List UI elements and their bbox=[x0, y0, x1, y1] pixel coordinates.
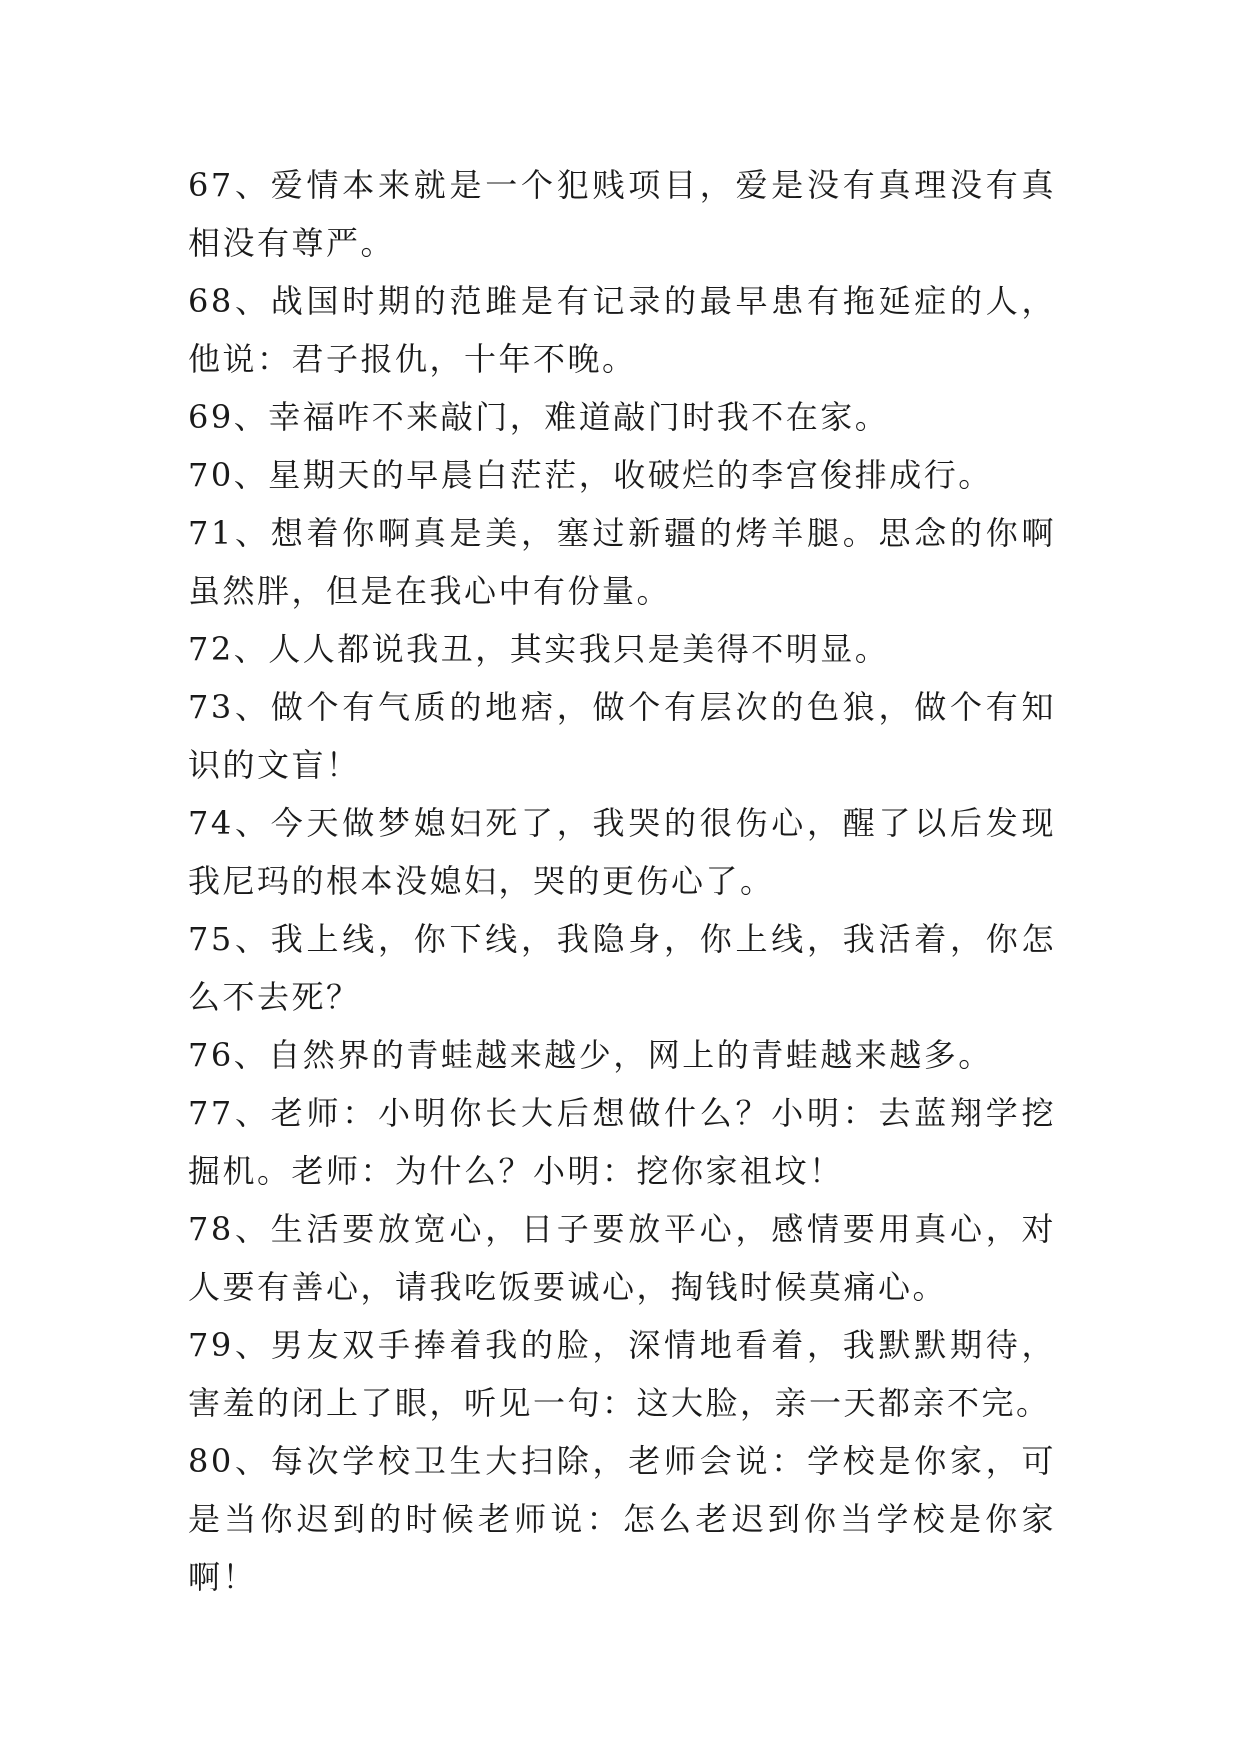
joke-entry-68: 68、战国时期的范雎是有记录的最早患有拖延症的人，他说：君子报仇，十年不晚。 bbox=[188, 282, 1056, 378]
joke-entry-67: 67、爱情本来就是一个犯贱项目，爱是没有真理没有真相没有尊严。 bbox=[188, 166, 1056, 262]
joke-entry-79: 79、男友双手捧着我的脸，深情地看着，我默默期待，害羞的闭上了眼，听见一句：这大脸，亲一天都亲不完。 bbox=[188, 1326, 1056, 1422]
joke-entry-69: 69、幸福咋不来敲门，难道敲门时我不在家。 bbox=[188, 398, 890, 436]
joke-entry-77: 77、老师：小明你长大后想做什么？小明：去蓝翔学挖掘机。老师：为什么？小明：挖你家祖坟！ bbox=[188, 1094, 1056, 1190]
joke-entry-75: 75、我上线，你下线，我隐身，你上线，我活着，你怎么不去死？ bbox=[188, 920, 1056, 1016]
document-body bbox=[188, 156, 1056, 1606]
joke-entry-71: 71、想着你啊真是美，塞过新疆的烤羊腿。思念的你啊虽然胖，但是在我心中有份量。 bbox=[188, 514, 1056, 610]
joke-entry-80: 80、每次学校卫生大扫除，老师会说：学校是你家，可是当你迟到的时候老师说：怎么老迟到你当学校是你家啊！ bbox=[188, 1442, 1056, 1596]
joke-entry-76: 76、自然界的青蛙越来越少，网上的青蛙越来越多。 bbox=[188, 1036, 993, 1074]
joke-entry-70: 70、星期天的早晨白茫茫，收破烂的李宫俊排成行。 bbox=[188, 456, 993, 494]
joke-entry-78: 78、生活要放宽心，日子要放平心，感情要用真心，对人要有善心，请我吃饭要诚心，掏钱时候莫痛心。 bbox=[188, 1210, 1056, 1306]
joke-entry-74: 74、今天做梦媳妇死了，我哭的很伤心，醒了以后发现我尼玛的根本没媳妇，哭的更伤心了。 bbox=[188, 804, 1056, 900]
joke-entry-73: 73、做个有气质的地痞，做个有层次的色狼，做个有知识的文盲！ bbox=[188, 688, 1056, 784]
joke-entry-72: 72、人人都说我丑，其实我只是美得不明显。 bbox=[188, 630, 890, 668]
